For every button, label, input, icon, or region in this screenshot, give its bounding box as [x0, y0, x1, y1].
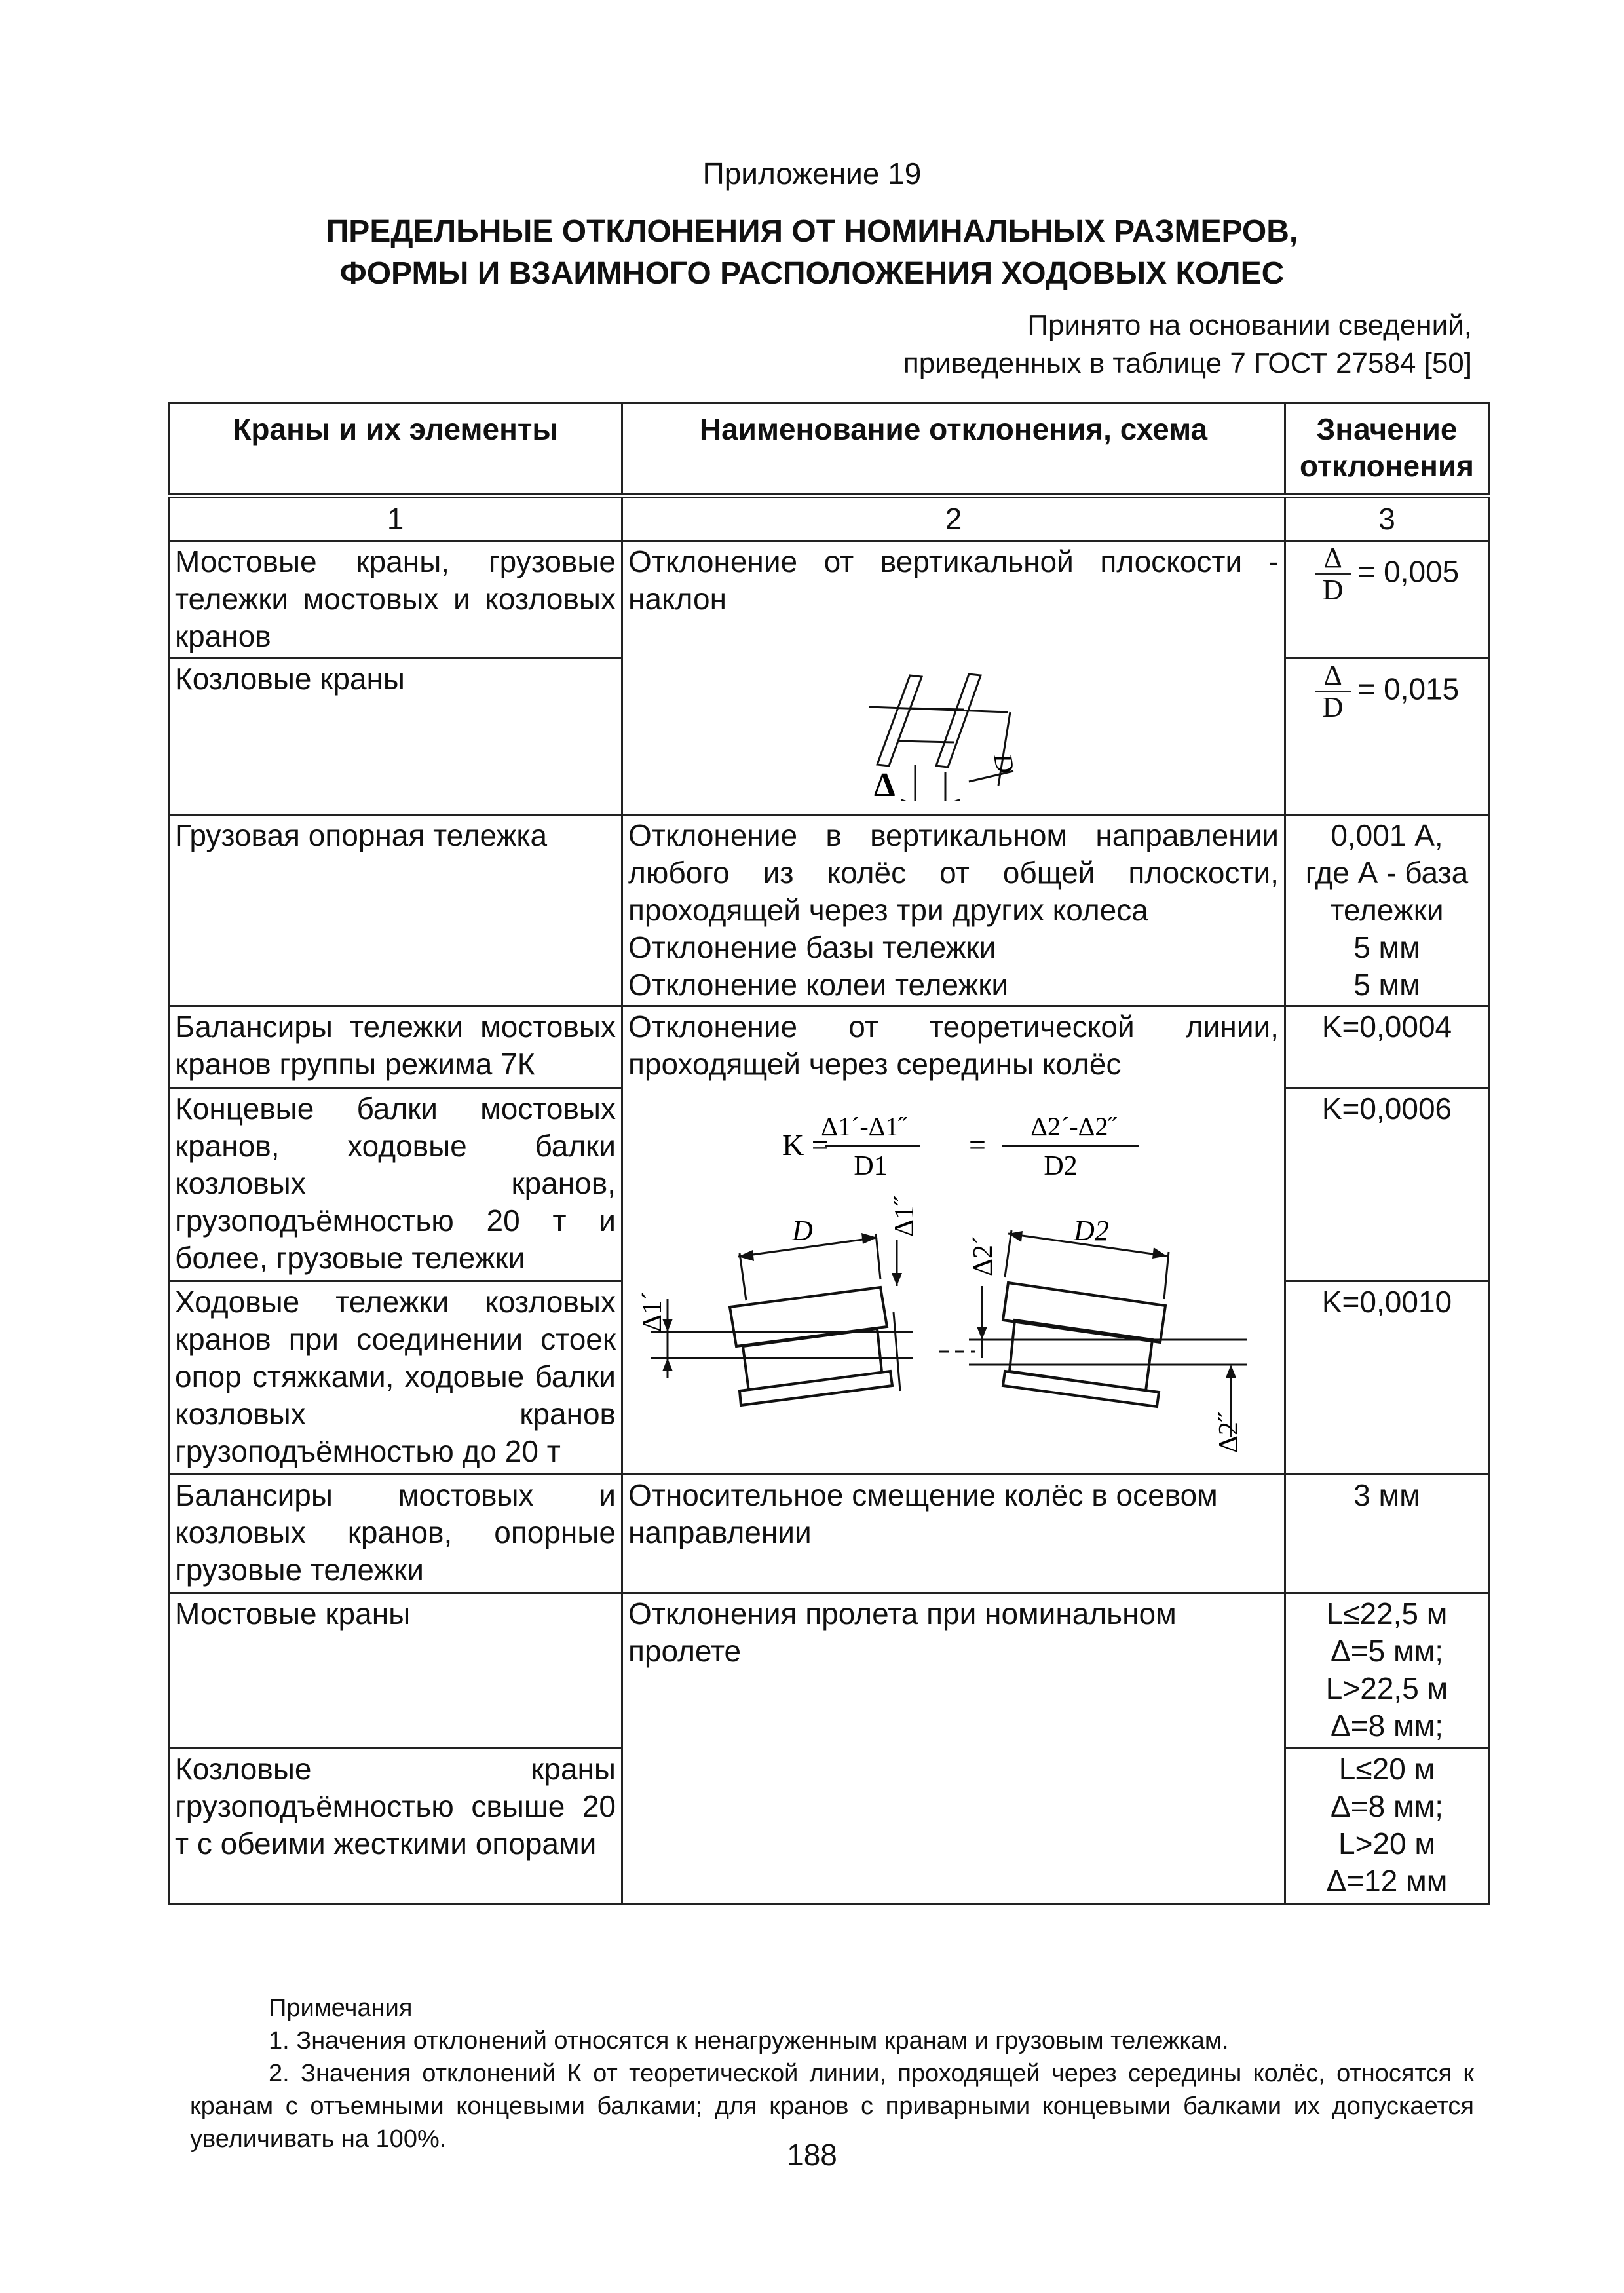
table-row: [169, 541, 1489, 658]
fraction-denominator: D: [1322, 574, 1344, 606]
row4-deviation-cell: [622, 1006, 1285, 1475]
note-2: 2. Значения отклонений К от теоретической линии, проходящей через середины колёс, относятся к кранам с отъемными концевыми балками; для кранов с приварными концевыми балками их допускается увеличивать на 100%.: [190, 2060, 1474, 2153]
formula-den1: D1: [854, 1151, 888, 1181]
deviations-table: [168, 402, 1490, 1905]
row8-value-3: L>22,5 м: [1325, 1671, 1448, 1705]
label-delta2-prime: Δ2´: [968, 1236, 998, 1276]
row8-deviation: Отклонения пролета при номинальном пролете: [622, 1593, 1285, 1904]
label-delta2-dprime: Δ2˝: [1214, 1412, 1244, 1453]
col-number-2: 2: [622, 496, 1285, 541]
row1-cranes: Мостовые краны, грузовые тележки мостовых и козловых кранов: [169, 541, 622, 658]
row1-deviation: Отклонение от вертикальной плоскости - наклон: [628, 544, 1279, 616]
table-row: [169, 1006, 1489, 1088]
source-note: [903, 307, 1472, 383]
col-number-1: 1: [169, 496, 622, 541]
row8-value-2: Δ=5 мм;: [1331, 1634, 1443, 1668]
row8-value-1: L≤22,5 м: [1326, 1597, 1448, 1631]
row5-value: K=0,0006: [1285, 1088, 1489, 1281]
tilt-d-label: D: [988, 751, 1021, 776]
row1-value-cell: [1285, 541, 1489, 658]
k-formula: [782, 1112, 1139, 1181]
tilt-delta-label: Δ: [874, 767, 896, 801]
header-deviation-name: Наименование отклонения, схема: [622, 404, 1285, 496]
row9-value-4: Δ=12 мм: [1326, 1864, 1448, 1898]
col-number-3: 3: [1285, 496, 1489, 541]
label-D: D: [792, 1215, 813, 1247]
row8-value-cell: [1285, 1593, 1489, 1749]
row8-cranes: Мостовые краны: [169, 1593, 622, 1749]
row8-value-4: Δ=8 мм;: [1331, 1709, 1443, 1743]
row9-cranes: Козловые краны грузоподъёмностью свыше 20 т с обеими жесткими опорами: [169, 1749, 622, 1904]
row2-value: = 0,015: [1357, 672, 1460, 706]
row2-fraction: [1315, 660, 1351, 723]
fraction-numerator: Δ: [1315, 543, 1351, 575]
row3-value-3: тележки: [1330, 893, 1444, 927]
formula-k: K =: [782, 1128, 829, 1162]
row6-cranes: Ходовые тележки козловых кранов при соединении стоек опор стяжками, ходовые балки козловых кранов грузоподъёмностью до 20 т: [169, 1281, 622, 1475]
row4-value: K=0,0004: [1285, 1006, 1489, 1088]
notes-title: Примечания: [269, 1994, 413, 2022]
row1-deviation-cell: [622, 541, 1285, 815]
column-number-row: [169, 496, 1489, 541]
formula-den2: D2: [1044, 1151, 1078, 1181]
row3-deviation-b: Отклонение базы тележки: [628, 930, 996, 964]
row9-value-1: L≤20 м: [1338, 1752, 1435, 1786]
table-header-row: [169, 404, 1489, 496]
header-value: Значение отклонения: [1285, 404, 1489, 496]
k-wheel-right: [1003, 1283, 1165, 1407]
row7-cranes: Балансиры мостовых и козловых кранов, опорные грузовые тележки: [169, 1475, 622, 1593]
tilt-wheel-left: [877, 674, 981, 767]
notes: [190, 1992, 1474, 2155]
tilt-arrow-right: [945, 799, 960, 801]
row3-cranes: Грузовая опорная тележка: [169, 815, 622, 1006]
row4-cranes: Балансиры тележки мостовых кранов группы режима 7К: [169, 1006, 622, 1088]
row7-value: 3 мм: [1285, 1475, 1489, 1593]
formula-num1: Δ1´-Δ1˝: [821, 1112, 907, 1141]
title-line-1: ПРЕДЕЛЬНЫЕ ОТКЛОНЕНИЯ ОТ НОМИНАЛЬНЫХ РАЗМЕРОВ,: [326, 214, 1298, 249]
row1-value: = 0,005: [1357, 554, 1460, 589]
tilt-arrow-left: [901, 799, 915, 801]
label-D2: D2: [1074, 1215, 1109, 1247]
row3-value-1: 0,001 А,: [1331, 818, 1443, 852]
row3-value-2: где А - база: [1305, 856, 1469, 890]
title-line-2: ФОРМЫ И ВЗАИМНОГО РАСПОЛОЖЕНИЯ ХОДОВЫХ КОЛЕС: [339, 256, 1285, 291]
row2-value-cell: [1285, 658, 1489, 815]
row3-value-cell: [1285, 815, 1489, 1006]
note-1: 1. Значения отклонений относятся к ненагруженным кранам и грузовым тележкам.: [269, 2027, 1229, 2055]
row2-cranes: Козловые краны: [169, 658, 622, 815]
row3-deviation-a: Отклонение в вертикальном направлении любого из колёс от общей плоскости, проходящей через три других колеса: [628, 818, 1279, 927]
row9-value-2: Δ=8 мм;: [1331, 1789, 1443, 1823]
page-number: 188: [787, 2138, 837, 2172]
row1-fraction: [1315, 543, 1351, 605]
source-line-2: приведенных в таблице 7 ГОСТ 27584 [50]: [903, 347, 1472, 379]
row4-deviation: Отклонение от теоретической линии, проходящей через середины колёс: [628, 1010, 1279, 1081]
header-cranes: Краны и их элементы: [169, 404, 622, 496]
table-row: [169, 815, 1489, 1006]
label-delta1-dprime: Δ1˝: [890, 1196, 920, 1237]
formula-eq: =: [969, 1128, 986, 1162]
row9-value-3: L>20 м: [1338, 1827, 1436, 1861]
row3-deviation-cell: [622, 815, 1285, 1006]
formula-num2: Δ2´-Δ2˝: [1030, 1112, 1117, 1141]
k-diagram: [628, 1083, 1280, 1463]
row6-value: K=0,0010: [1285, 1281, 1489, 1475]
appendix-label: Приложение 19: [702, 157, 922, 191]
label-delta1-prime: Δ1´: [637, 1291, 668, 1332]
k-wheel-left: [730, 1287, 892, 1405]
page-title: [0, 211, 1624, 295]
fraction-denominator: D: [1322, 691, 1344, 723]
tilt-diagram: [628, 618, 1277, 801]
row5-cranes: Концевые балки мостовых кранов, ходовые балки козловых кранов, грузоподъёмностью 20 т и более, грузовые тележки: [169, 1088, 622, 1281]
table-row: [169, 1475, 1489, 1593]
table-row: [169, 1593, 1489, 1749]
row7-deviation: Относительное смещение колёс в осевом направлении: [622, 1475, 1285, 1593]
row3-deviation-c: Отклонение колеи тележки: [628, 968, 1009, 1002]
source-line-1: Принято на основании сведений,: [1027, 309, 1472, 341]
row3-value-4: 5 мм: [1353, 930, 1420, 964]
row9-value-cell: [1285, 1749, 1489, 1904]
row3-value-5: 5 мм: [1353, 968, 1420, 1002]
fraction-numerator: Δ: [1315, 660, 1351, 692]
